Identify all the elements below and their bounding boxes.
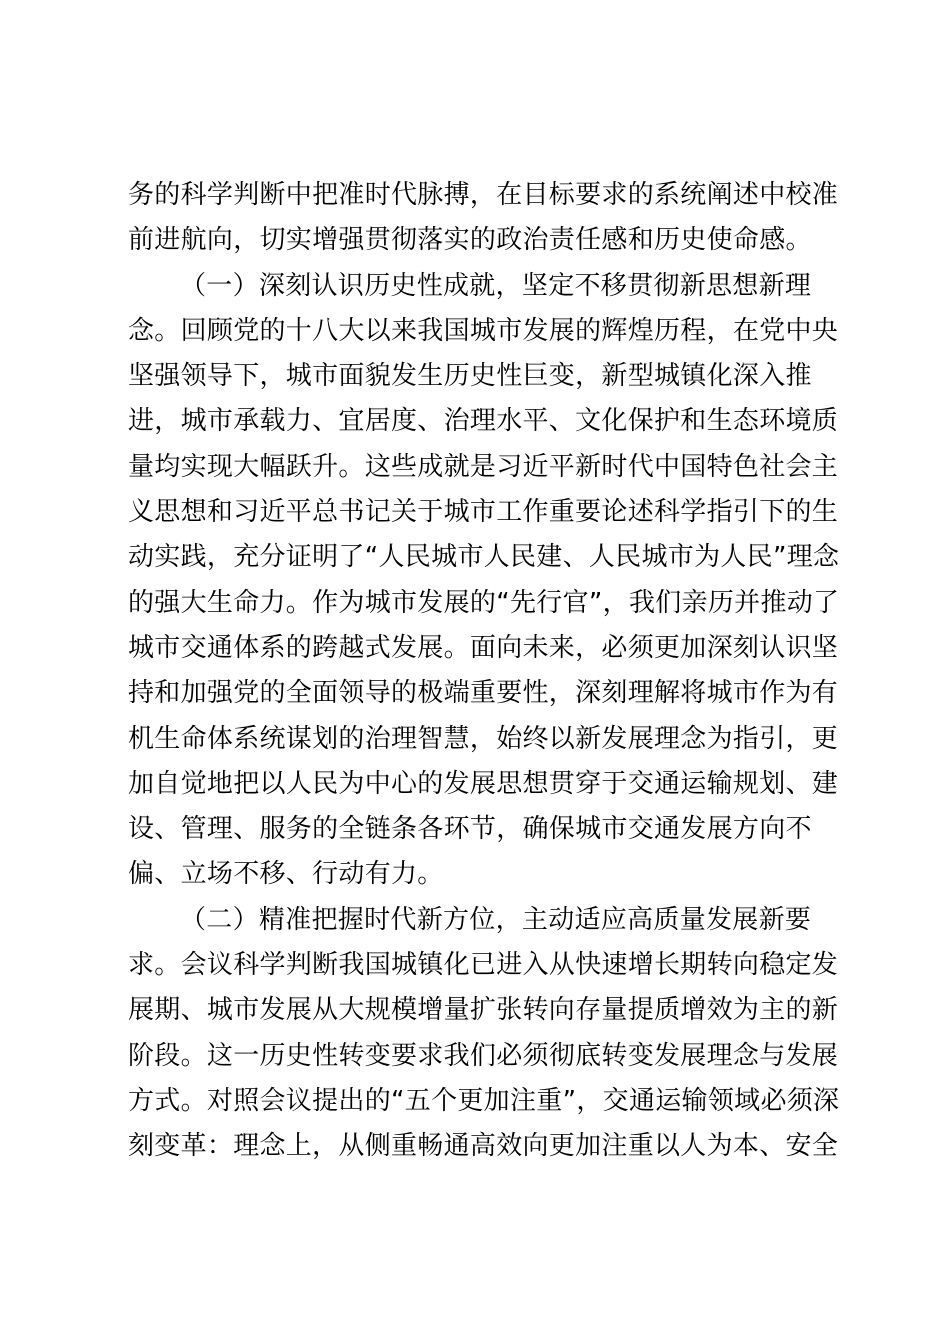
text-line: 设、管理、服务的全链条各环节，确保城市交通发展方向不	[128, 814, 812, 845]
text-line: 坚强领导下，城市面貌发生历史性巨变，新型城镇化深入推	[128, 361, 812, 392]
section-heading-line: （一）深刻认识历史性成就，坚定不移贯彻新思想新理	[180, 270, 812, 301]
text-line: 城市交通体系的跨越式发展。面向未来，必须更加深刻认识坚	[128, 632, 839, 663]
text-line: 偏、立场不移、行动有力。	[128, 859, 444, 890]
text-line: 动实践，充分证明了“人民城市人民建、人民城市为人民”理念	[128, 542, 840, 573]
text-line: 量均实现大幅跃升。这些成就是习近平新时代中国特色社会主	[128, 451, 839, 482]
text-line: 的强大生命力。作为城市发展的“先行官”，我们亲历并推动了	[128, 587, 840, 618]
text-line: 求。会议科学判断我国城镇化已进入从快速增长期转向稳定发	[128, 950, 839, 981]
text-line: 进，城市承载力、宜居度、治理水平、文化保护和生态环境质	[128, 406, 839, 437]
text-line: 念。回顾党的十八大以来我国城市发展的辉煌历程，在党中央	[128, 315, 839, 346]
text-line: 加自觉地把以人民为中心的发展思想贯穿于交通运输规划、建	[128, 768, 839, 799]
text-line: 刻变革：理念上，从侧重畅通高效向更加注重以人为本、安全	[128, 1131, 839, 1162]
text-line: 持和加强党的全面领导的极端重要性，深刻理解将城市作为有	[128, 678, 839, 709]
text-line: 义思想和习近平总书记关于城市工作重要论述科学指引下的生	[128, 497, 839, 528]
text-line: 展期、城市发展从大规模增量扩张转向存量提质增效为主的新	[128, 995, 839, 1026]
text-line: 前进航向，切实增强贯彻落实的政治责任感和历史使命感。	[128, 225, 812, 256]
text-line: 阶段。这一历史性转变要求我们必须彻底转变发展理念与发展	[128, 1040, 839, 1071]
text-line: 务的科学判断中把准时代脉搏，在目标要求的系统阐述中校准	[128, 180, 839, 210]
text-line: 方式。对照会议提出的“五个更加注重”，交通运输领域必须深	[128, 1085, 840, 1116]
text-line: 机生命体系统谋划的治理智慧，始终以新发展理念为指引，更	[128, 723, 839, 754]
section-heading-line: （二）精准把握时代新方位，主动适应高质量发展新要	[180, 904, 812, 935]
body-text	[128, 173, 840, 1170]
